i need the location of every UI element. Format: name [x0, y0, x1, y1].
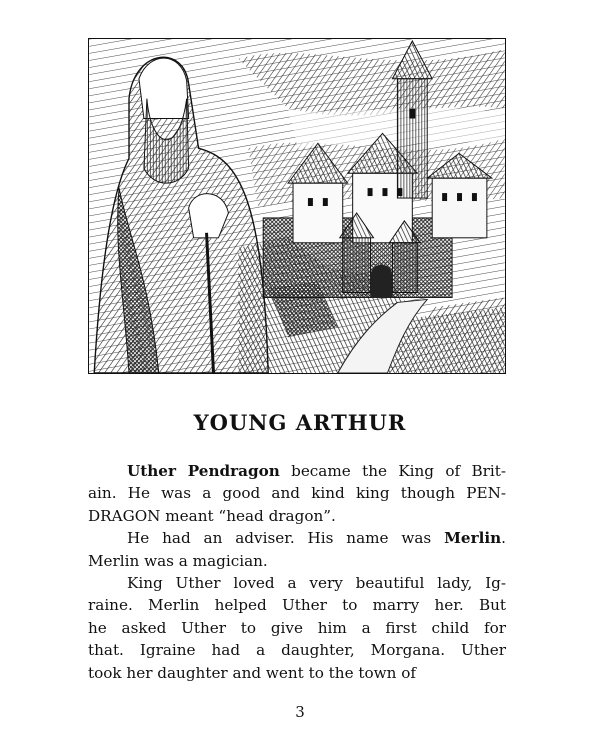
bold-name: Merlin — [444, 529, 502, 548]
text-run: raine. Merlin helped Uther to marry her. But — [88, 596, 506, 615]
text-run: . — [501, 529, 506, 548]
monk-castle-illustration — [89, 39, 505, 373]
text-run: He had an adviser. His name was — [127, 529, 445, 548]
paragraph-1-line-0 — [88, 527, 506, 549]
text-run: DRAGON meant “head dragon”. — [88, 506, 336, 525]
paragraph-2-line-0 — [88, 572, 506, 594]
page-number: 3 — [295, 703, 305, 721]
paragraph-2-line-1 — [88, 594, 506, 616]
bold-name: Uther Pendragon — [127, 462, 280, 480]
paragraph-2-line-3 — [88, 639, 506, 661]
body-text — [88, 460, 506, 684]
text-run: ain. He was a good and kind king though PEN- — [88, 484, 506, 503]
text-run: Merlin was a magician. — [88, 551, 268, 570]
text-run: he asked Uther to give him a first child for — [88, 618, 506, 637]
paragraph-0-line-1 — [88, 482, 506, 504]
paragraph-0-line-0 — [88, 460, 506, 482]
chapter-title: YOUNG ARTHUR — [193, 410, 407, 435]
paragraph-0-line-2 — [88, 505, 506, 527]
text-run: became the King of Brit- — [279, 462, 506, 480]
text-run: took her daughter and went to the town of — [88, 663, 416, 682]
paragraph-2-line-4 — [88, 662, 506, 684]
text-run: King Uther loved a very beautiful lady, Ig- — [127, 573, 506, 592]
illustration-frame — [88, 38, 506, 374]
paragraph-1-line-1 — [88, 550, 506, 572]
paragraph-2-line-2 — [88, 617, 506, 639]
text-run: that. Igraine had a daughter, Morgana. Uther — [88, 641, 506, 660]
